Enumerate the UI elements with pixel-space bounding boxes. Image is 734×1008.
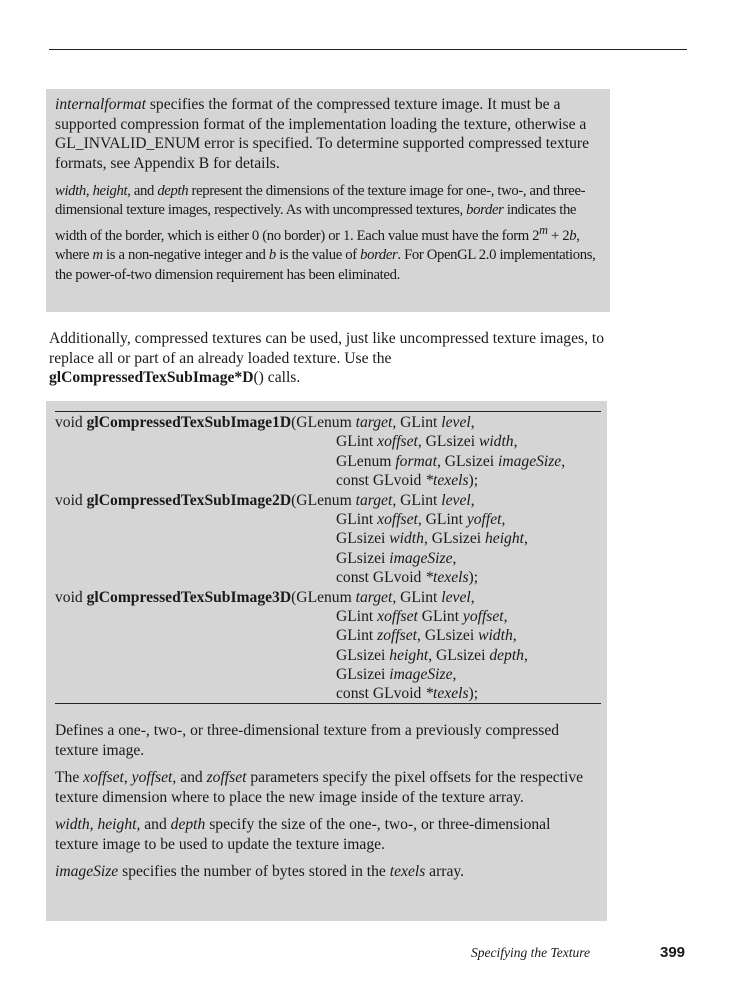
function-arguments: const GLvoid *texels);: [336, 472, 479, 490]
signature-line: [55, 607, 601, 626]
function-arguments: GLsizei width, GLsizei height,: [336, 530, 528, 548]
signature-line: [55, 549, 601, 568]
function-arguments: GLint xoffset, GLsizei width,: [336, 433, 518, 451]
function-name: void glCompressedTexSubImage1D(GLenum target, GLint level,: [55, 414, 475, 431]
signature-line: [55, 413, 601, 432]
description-paragraph: Defines a one-, two-, or three-dimensional texture from a previously compressed texture image.: [55, 722, 560, 759]
signature-line: [55, 568, 601, 587]
description-paragraph: The xoffset, yoffset, and zoffset parameters specify the pixel offsets for the respective texture dimension where to place the new image inside of the texture array.: [55, 769, 584, 806]
parameter-notes-box: [46, 89, 610, 312]
internalformat-paragraph: internalformat specifies the format of the compressed texture image. It must be a supported compression format of the implementation loading the texture, otherwise a GL_INVALID_ENUM error is specified. To determine supported compressed texture formats, see Appendix B for details.: [55, 96, 590, 172]
signature-top-rule: [55, 411, 601, 412]
signature-line: [55, 432, 601, 451]
signature-line: [55, 471, 601, 490]
signature-line: [55, 510, 601, 529]
function-arguments: GLenum format, GLsizei imageSize,: [336, 452, 566, 470]
function-arguments: GLsizei height, GLsizei depth,: [336, 646, 528, 664]
running-footer-title: Specifying the Texture: [471, 945, 590, 960]
function-name: void glCompressedTexSubImage2D(GLenum target, GLint level,: [55, 491, 475, 509]
signature-bottom-rule: [55, 703, 601, 704]
page-number: 399: [660, 944, 686, 961]
signature-line: [55, 684, 601, 703]
description-paragraph: imageSize specifies the number of bytes stored in the texels array.: [55, 863, 465, 880]
description-paragraph: width, height, and depth specify the size of the one-, two-, or three-dimensional texture image to be used to update the texture image.: [55, 816, 551, 853]
intro-paragraph: Additionally, compressed textures can be used, just like uncompressed texture images, to replace all or part of an already loaded texture. Use the glCompressedTexSubImage*D() calls.: [49, 330, 605, 386]
header-rule: [49, 49, 687, 50]
signature-line: [55, 491, 601, 510]
function-arguments: GLsizei imageSize,: [336, 666, 457, 684]
function-arguments: GLint xoffset, GLint yoffet,: [336, 510, 506, 528]
function-name: void glCompressedTexSubImage3D(GLenum target, GLint level,: [55, 588, 475, 606]
function-arguments: GLsizei imageSize,: [336, 549, 457, 567]
signature-line: [55, 665, 601, 684]
function-signatures: [55, 413, 601, 704]
function-arguments: const GLvoid *texels);: [336, 569, 479, 587]
function-definition-box: [46, 401, 607, 921]
function-arguments: const GLvoid *texels);: [336, 685, 479, 703]
signature-line: [55, 626, 601, 645]
function-arguments: GLint xoffset GLint yoffset,: [336, 607, 508, 625]
signature-line: [55, 588, 601, 607]
signature-line: [55, 529, 601, 548]
signature-line: [55, 646, 601, 665]
function-arguments: GLint zoffset, GLsizei width,: [336, 627, 517, 645]
dimensions-paragraph: width, height, and depth represent the dimensions of the texture image for one-, two-, and three-dimensional texture images, respectively. As with uncompressed textures, border indicates the width of the border, which is either 0 (no border) or 1. Each value must have the form $2^m + 2b$, where m is a non-negative integer and b is the value of border. For OpenGL 2.0 implementations, the power-of-two dimension requirement has been eliminated.: [55, 183, 596, 283]
signature-line: [55, 452, 601, 471]
function-description: [55, 721, 595, 890]
